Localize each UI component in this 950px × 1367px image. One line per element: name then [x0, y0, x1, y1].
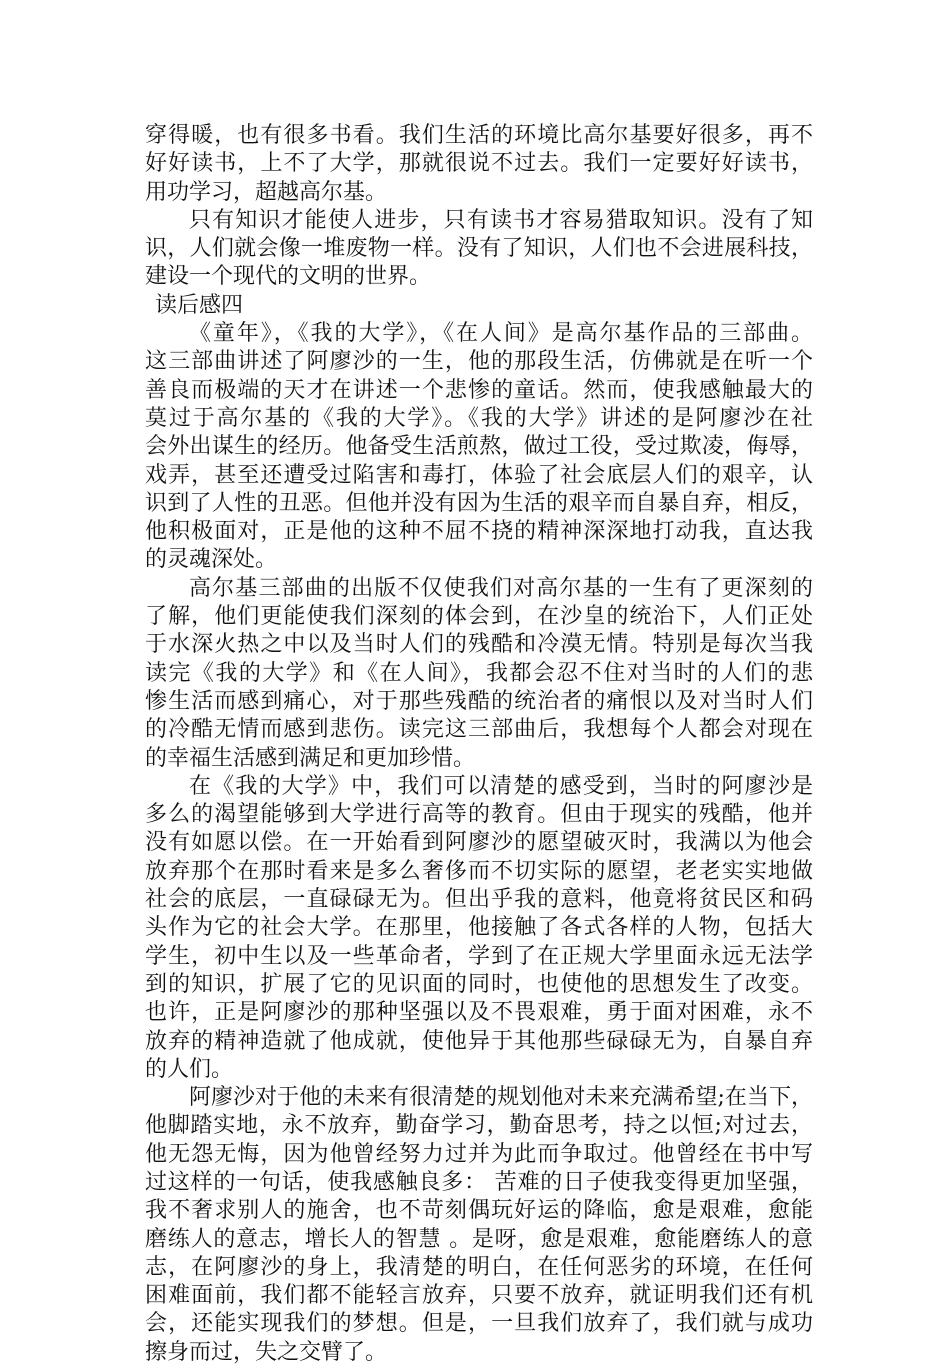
- paragraph: [145, 1084, 813, 1367]
- text-line: 放弃的精神造就了他成就，使他异于其他那些碌碌无为，自暴自弃: [145, 1028, 813, 1054]
- text-line: 我不奢求别人的施舍，也不苛刻偶玩好运的降临，愈是艰难，愈能: [145, 1198, 813, 1224]
- text-line: 穿得暖，也有很多书看。我们生活的环境比高尔基要好很多，再不: [145, 123, 813, 148]
- paragraph: [145, 122, 813, 207]
- text-line: 读完《我的大学》和《在人间》，我都会忍不住对当时的人们的悲: [145, 660, 813, 686]
- text-line: 这三部曲讲述了阿廖沙的一生，他的那段生活，仿佛就是在听一个: [145, 349, 813, 375]
- text-line: 他积极面对，正是他的这种不屈不挠的精神深深地打动我，直达我: [145, 519, 813, 545]
- paragraph: [145, 773, 813, 1084]
- text-line: 了解，他们更能使我们深刻的体会到，在沙皇的统治下，人们正处: [145, 604, 813, 630]
- text-line: 他脚踏实地，永不放弃，勤奋学习，勤奋思考，持之以恒;对过去，: [145, 1113, 813, 1139]
- text-line: 《童年》，《我的大学》，《在人间》是高尔基作品的三部曲。: [189, 321, 813, 347]
- text-line: 磨练人的意志，增长人的智慧 。是呀，愈是艰难，愈能磨练人的意: [145, 1226, 813, 1252]
- text-line: 阿廖沙对于他的未来有很清楚的规划他对未来充满希望;在当下，: [189, 1085, 813, 1111]
- text-line: 过这样的一句话，使我感触良多： 苦难的日子使我变得更加坚强，: [145, 1169, 813, 1195]
- text-line: 戏弄，甚至还遭受过陷害和毒打，体验了社会底层人们的艰辛，认: [145, 462, 813, 488]
- text-line: 他无怨无悔，因为他曾经努力过并为此而争取过。他曾经在书中写: [145, 1141, 813, 1167]
- text-line: 在《我的大学》中，我们可以清楚的感受到，当时的阿廖沙是: [189, 773, 813, 799]
- text-line: 没有如愿以偿。在一开始看到阿廖沙的愿望破灭时，我满以为他会: [145, 830, 813, 856]
- text-line: 于水深火热之中以及当时人们的残酷和冷漠无情。特别是每次当我: [145, 632, 813, 658]
- paragraph: [145, 320, 813, 575]
- text-line: 的冷酷无情而感到悲伤。读完这三部曲后，我想每个人都会对现在: [145, 717, 813, 743]
- text-line: 识到了人性的丑恶。但他并没有因为生活的艰辛而自暴自弃，相反，: [145, 490, 813, 516]
- text-line: 志，在阿廖沙的身上，我清楚的明白，在任何恶劣的环境，在任何: [145, 1254, 813, 1280]
- section-heading: 读后感四: [155, 292, 244, 318]
- text-line: 识，人们就会像一堆废物一样。没有了知识，人们也不会进展科技，: [145, 236, 813, 262]
- text-line: 建设一个现代的文明的世界。: [145, 264, 432, 290]
- text-line: 的灵魂深处。: [145, 547, 278, 573]
- text-line: 善良而极端的天才在讲述一个悲惨的童话。然而，使我感触最大的: [145, 377, 813, 403]
- text-line: 也许，正是阿廖沙的那种坚强以及不畏艰难，勇于面对困难，永不: [145, 1000, 813, 1026]
- text-line: 高尔基三部曲的出版不仅使我们对高尔基的一生有了更深刻的: [189, 575, 813, 601]
- text-line: 到的知识，扩展了它的见识面的同时，也使他的思想发生了改变。: [145, 971, 813, 997]
- text-line: 擦身而过，失之交臂了。: [145, 1339, 388, 1365]
- text-line: 的人们。: [145, 1056, 234, 1082]
- document-body: [145, 122, 813, 1367]
- text-line: 会外出谋生的经历。他备受生活煎熬，做过工役，受过欺凌，侮辱，: [145, 434, 813, 460]
- text-line: 头作为它的社会大学。在那里，他接触了各式各样的人物，包括大: [145, 915, 813, 941]
- paragraph: [145, 207, 813, 292]
- text-line: 惨生活而感到痛心，对于那些残酷的统治者的痛恨以及对当时人们: [145, 688, 813, 714]
- text-line: 会，还能实现我们的梦想。但是，一旦我们放弃了，我们就与成功: [145, 1311, 813, 1337]
- text-line: 放弃那个在那时看来是多么奢侈而不切实际的愿望，老老实实地做: [145, 858, 813, 884]
- text-line: 困难面前，我们都不能轻言放弃，只要不放弃，就证明我们还有机: [145, 1283, 813, 1309]
- paragraph: [145, 575, 813, 773]
- text-line: 的幸福生活感到满足和更加珍惜。: [145, 745, 476, 771]
- text-line: 好好读书，上不了大学，那就很说不过去。我们一定要好好读书，: [145, 151, 813, 177]
- text-line: 多么的渴望能够到大学进行高等的教育。但由于现实的残酷，他并: [145, 802, 813, 828]
- text-line: 只有知识才能使人进步，只有读书才容易猎取知识。没有了知: [189, 207, 813, 233]
- text-line: 社会的底层，一直碌碌无为。但出乎我的意料，他竟将贫民区和码: [145, 887, 813, 913]
- text-line: 用功学习，超越高尔基。: [145, 179, 388, 205]
- text-line: 莫过于高尔基的《我的大学》。《我的大学》讲述的是阿廖沙在社: [145, 405, 813, 431]
- text-line: 学生，初中生以及一些革命者，学到了在正规大学里面永远无法学: [145, 943, 813, 969]
